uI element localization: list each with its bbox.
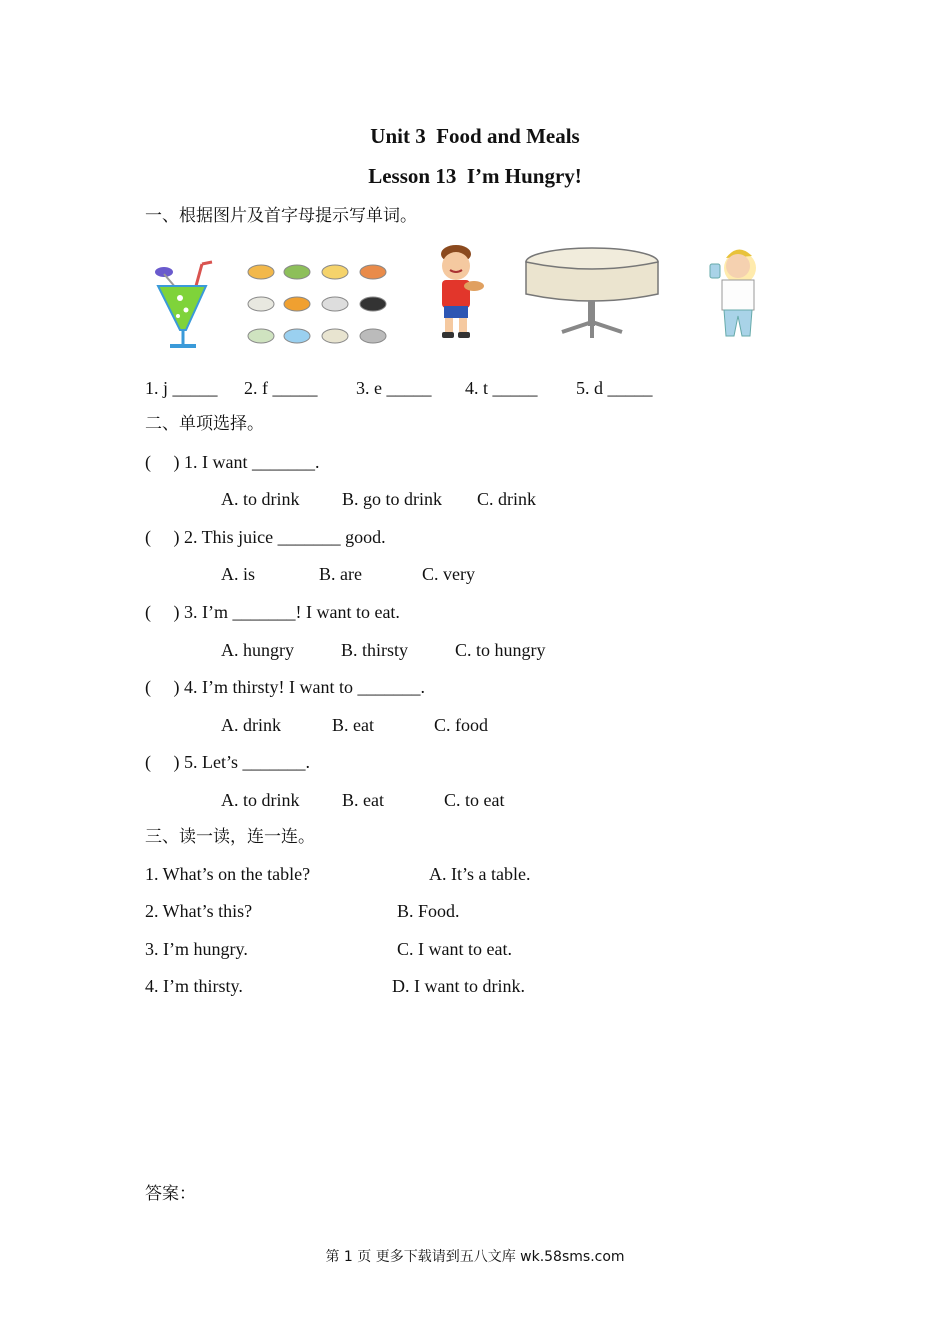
page-footer: 第 1 页 更多下载请到五八文库 wk.58sms.com: [325, 1249, 625, 1265]
question-1-option-b: B. go to drink: [342, 489, 443, 509]
question-3-option-a: A. hungry: [221, 640, 294, 660]
juice-glass-icon: [150, 258, 220, 353]
question-3-stem: ( ) 3. I’m _______! I want to eat.: [145, 602, 400, 622]
question-2-stem: ( ) 2. This juice _______ good.: [145, 527, 386, 547]
blank-5: 5. d _____: [576, 378, 653, 398]
blank-2: 2. f _____: [244, 378, 318, 398]
question-1-option-c: C. drink: [477, 489, 537, 509]
lesson-title: Lesson 13 I’m Hungry!: [368, 164, 582, 188]
question-4-option-b: B. eat: [332, 715, 374, 735]
match-left-4: 4. I’m thirsty.: [145, 976, 243, 996]
match-right-a: A. It’s a table.: [429, 864, 531, 884]
match-right-b: B. Food.: [397, 901, 460, 921]
answer-label: 答案：: [145, 1184, 196, 1204]
question-2-option-b: B. are: [319, 564, 362, 584]
blank-1: 1. j _____: [145, 378, 218, 398]
question-5-option-c: C. to eat: [444, 790, 505, 810]
match-right-c: C. I want to eat.: [397, 939, 512, 959]
question-1-stem: ( ) 1. I want _______.: [145, 452, 320, 472]
section2-heading: 二、单项选择。: [145, 414, 264, 434]
boy-eating-icon: [428, 242, 490, 342]
question-2-option-c: C. very: [422, 564, 475, 584]
match-left-1: 1. What’s on the table?: [145, 864, 311, 884]
match-right-d: D. I want to drink.: [392, 976, 525, 996]
question-3-option-c: C. to hungry: [455, 640, 546, 660]
blank-3: 3. e _____: [356, 378, 432, 398]
question-4-option-c: C. food: [434, 715, 488, 735]
table-icon: [522, 244, 664, 344]
match-left-3: 3. I’m hungry.: [145, 939, 248, 959]
section1-heading: 一、根据图片及首字母提示写单词。: [145, 206, 417, 226]
section3-heading: 三、读一读，连一连。: [145, 827, 315, 847]
question-5-option-b: B. eat: [342, 790, 384, 810]
question-5-stem: ( ) 5. Let’s _______.: [145, 752, 310, 772]
blank-4: 4. t _____: [465, 378, 538, 398]
food-dishes-icon: [245, 262, 395, 350]
question-4-stem: ( ) 4. I’m thirsty! I want to _______.: [145, 677, 425, 697]
question-2-option-a: A. is: [221, 564, 256, 584]
question-4-option-a: A. drink: [221, 715, 281, 735]
question-5-option-a: A. to drink: [221, 790, 300, 810]
unit-title: Unit 3 Food and Meals: [370, 124, 580, 148]
question-3-option-b: B. thirsty: [341, 640, 409, 660]
boy-drinking-icon: [700, 240, 766, 342]
question-1-option-a: A. to drink: [221, 489, 300, 509]
match-left-2: 2. What’s this?: [145, 901, 253, 921]
